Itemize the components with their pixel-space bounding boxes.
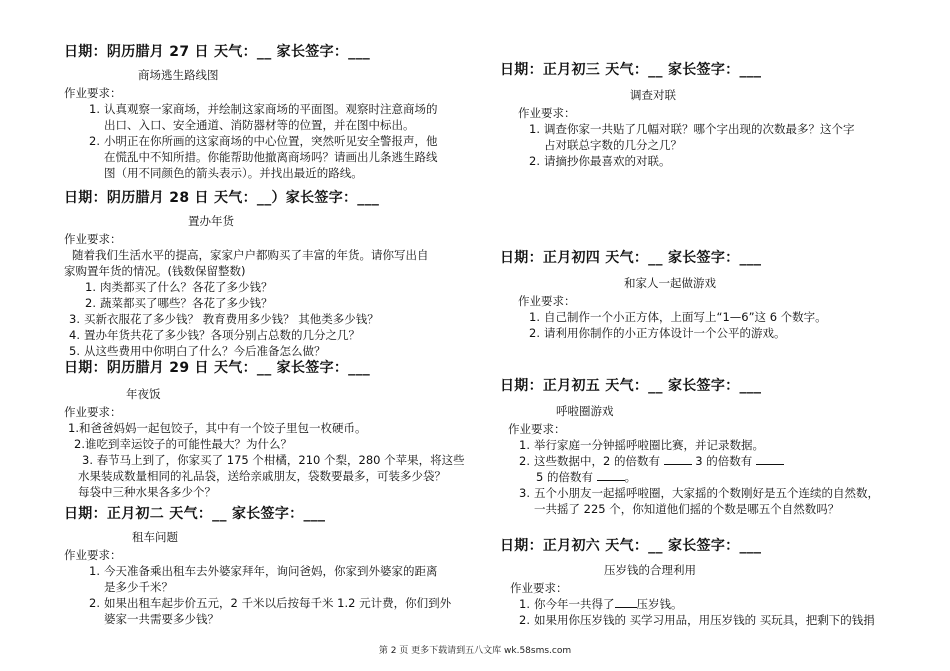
list-item-cont: 5 的倍数有 。 [536, 470, 637, 484]
list-item-cont: 水果装成数量相同的礼品袋，送给亲戚朋友，袋数要最多，可装多少袋？ [78, 469, 446, 483]
list-item: 1. 今天准备乘出租车去外婆家拜年，询问爸妈，你家到外婆家的距离 [89, 564, 438, 578]
list-item-cont: 出口、入口、安全通道、消防器材等的位置，并在图中标出。 [104, 118, 415, 132]
list-item: 1. 自己制作一个小正方体，上面写上“1—6”这 6 个数字。 [529, 310, 827, 324]
requirements-label: 作业要求： [64, 405, 122, 419]
section-couplets [500, 59, 940, 169]
list-item: 2.谁吃到幸运饺子的可能性最大？为什么？ [74, 437, 292, 451]
blank-field [597, 469, 625, 481]
list-item: 2. 请利用你制作的小正方体设计一个公平的游戏。 [529, 326, 786, 340]
list-item: 2. 如果用你压岁钱的 买学习用品，用压岁钱的 买玩具，把剩下的钱捐 [519, 613, 875, 627]
list-item-cont: 婆家一共需要多少钱？ [104, 612, 219, 626]
requirements-label: 作业要求： [64, 232, 122, 246]
page-footer: 第 2 页 更多下载请到五八文库 wk.58sms.com [378, 646, 572, 656]
section-header: 日期：正月初三 天气：__ 家长签字：___ [500, 62, 762, 78]
requirements-label: 作业要求： [508, 422, 566, 436]
section-title: 和家人一起做游戏 [624, 276, 716, 290]
section-header: 日期：正月初六 天气：__ 家长签字：___ [500, 538, 762, 554]
blank-field [756, 453, 784, 465]
section-header: 日期：正月初二 天气：__ 家长签字：___ [64, 506, 326, 522]
section-taxi-problem [64, 503, 484, 627]
list-item: 4. 置办年货共花了多少钱？各项分别占总数的几分之几？ [69, 328, 360, 342]
list-item: 1. 你今年一共得了 压岁钱。 [519, 597, 683, 611]
list-item: 2. 蔬菜都买了哪些？各花了多少钱？ [85, 296, 273, 310]
requirements-label: 作业要求： [64, 548, 122, 562]
requirements-label: 作业要求： [64, 86, 122, 100]
list-item: 2. 小明正在你所画的这家商场的中心位置，突然听见安全警报声，他 [89, 134, 438, 148]
list-item: 2. 这些数据中，2 的倍数有 3 的倍数有 [500, 453, 940, 469]
list-item: 1. 肉类都买了什么？各花了多少钱？ [85, 280, 273, 294]
section-new-year-goods [64, 187, 484, 359]
section-title: 调查对联 [630, 88, 676, 102]
list-item: 3. 春节马上到了，你家买了 175 个柑橘，210 个梨，280 个苹果，将这些 [82, 453, 465, 467]
section-mall-escape [64, 41, 484, 181]
list-item: 2. 请摘抄你最喜欢的对联。 [529, 154, 671, 168]
list-item-cont: 在慌乱中不知所措。你能帮助他撤离商场吗？请画出儿条逃生路线 [104, 150, 438, 164]
section-title: 呼啦圈游戏 [556, 404, 614, 418]
section-header: 日期：正月初五 天气：__ 家长签字：___ [500, 378, 762, 394]
list-item-cont: 每袋中三种水果各多少个？ [78, 485, 216, 499]
section-title: 压岁钱的合理利用 [604, 563, 696, 577]
section-header: 日期：正月初四 天气：__ 家长签字：___ [500, 250, 762, 266]
list-item: 1. 调查你家一共贴了几幅对联？哪个字出现的次数最多？这个字 [529, 122, 855, 136]
requirements-label: 作业要求： [518, 106, 576, 120]
intro-line: 家购置年货的情况。(钱数保留整数) [64, 264, 246, 278]
list-item: 1. 举行家庭一分钟摇呼啦圈比赛，并记录数据。 [519, 438, 764, 452]
section-lucky-money [500, 535, 940, 628]
section-header: 日期：阴历腊月 28 日 天气：__）家长签字：___ [64, 190, 380, 206]
section-new-year-dinner [64, 357, 484, 500]
list-item-cont: 一共摇了 225 个，你知道他们摇的个数是哪五个自然数吗？ [534, 502, 840, 516]
requirements-label: 作业要求： [518, 294, 576, 308]
section-hula-hoop [500, 375, 940, 517]
list-item: 3. 五个小朋友一起摇呼啦圈，大家摇的个数刚好是五个连续的自然数， [519, 486, 879, 500]
list-item: 5. 从这些费用中你明白了什么？今后准备怎么做？ [69, 344, 326, 358]
list-item: 1. 认真观察一家商场，并绘制这家商场的平面图。观察时注意商场的 [89, 102, 438, 116]
section-title: 年夜饭 [126, 387, 161, 401]
requirements-label: 作业要求： [510, 581, 568, 595]
blank-field [615, 596, 637, 608]
intro-line: 随着我们生活水平的提高，家家户户都购买了丰富的年货。请你写出自 [72, 248, 429, 262]
list-item: 1.和爸爸妈妈一起包饺子，其中有一个饺子里包一枚硬币。 [68, 421, 367, 435]
list-item-cont: 是多少千米？ [104, 580, 173, 594]
section-title: 商场逃生路线图 [138, 68, 219, 82]
list-item-cont: 图（用不同颜色的箭头表示）。并找出最近的路线。 [104, 166, 363, 180]
section-title: 租车问题 [132, 530, 178, 544]
blank-field [664, 453, 692, 465]
list-item: 2. 如果出租车起步价五元，2 千米以后按每千米 1.2 元计费，你们到外 [89, 596, 452, 610]
section-header: 日期：阴历腊月 27 日 天气：__ 家长签字：___ [64, 44, 371, 60]
list-item: 3. 买新衣服花了多少钱？ 教育费用多少钱？ 其他类多少钱？ [69, 312, 379, 326]
section-header: 日期：阴历腊月 29 日 天气：__ 家长签字：___ [64, 360, 371, 376]
list-item-cont: 占对联总字数的几分之几？ [544, 138, 682, 152]
section-family-game [500, 247, 940, 341]
section-title: 置办年货 [188, 214, 234, 228]
